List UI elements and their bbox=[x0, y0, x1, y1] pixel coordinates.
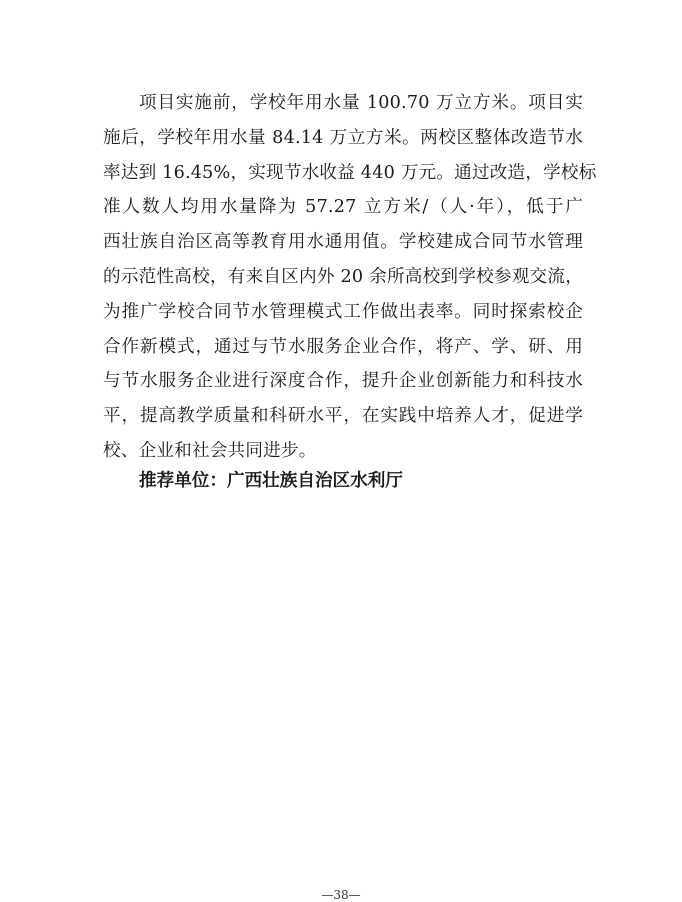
body-paragraph bbox=[103, 86, 597, 469]
recommending-unit: 推荐单位：广西壮族自治区水利厅 bbox=[139, 471, 403, 491]
paragraph-line: 平，提高教学质量和科研水平，在实践中培养人才，促进学 bbox=[103, 406, 583, 427]
paragraph-line: 准人数人均用水量降为 57.27 立方米/（人·年），低于广 bbox=[103, 197, 583, 218]
paragraph-line: 项目实施前，学校年用水量 100.70 万立方米。项目实 bbox=[139, 93, 583, 113]
page-number: —38— bbox=[321, 888, 361, 902]
paragraph-line: 的示范性高校，有来自区内外 20 余所高校到学校参观交流， bbox=[103, 266, 583, 287]
paragraph-line: 率达到 16.45%，实现节水收益 440 万元。通过改造，学校标 bbox=[103, 162, 597, 183]
paragraph-line: 西壮族自治区高等教育用水通用值。学校建成合同节水管理 bbox=[103, 232, 583, 253]
paragraph-line: 校、企业和社会共同进步。 bbox=[103, 440, 317, 461]
paragraph-line: 合作新模式，通过与节水服务企业合作，将产、学、研、用 bbox=[103, 336, 583, 357]
paragraph-line: 为推广学校合同节水管理模式工作做出表率。同时探索校企 bbox=[103, 301, 583, 322]
paragraph-line: 施后，学校年用水量 84.14 万立方米。两校区整体改造节水 bbox=[103, 127, 583, 148]
paragraph-line: 与节水服务企业进行深度合作，提升企业创新能力和科技水 bbox=[103, 371, 583, 392]
